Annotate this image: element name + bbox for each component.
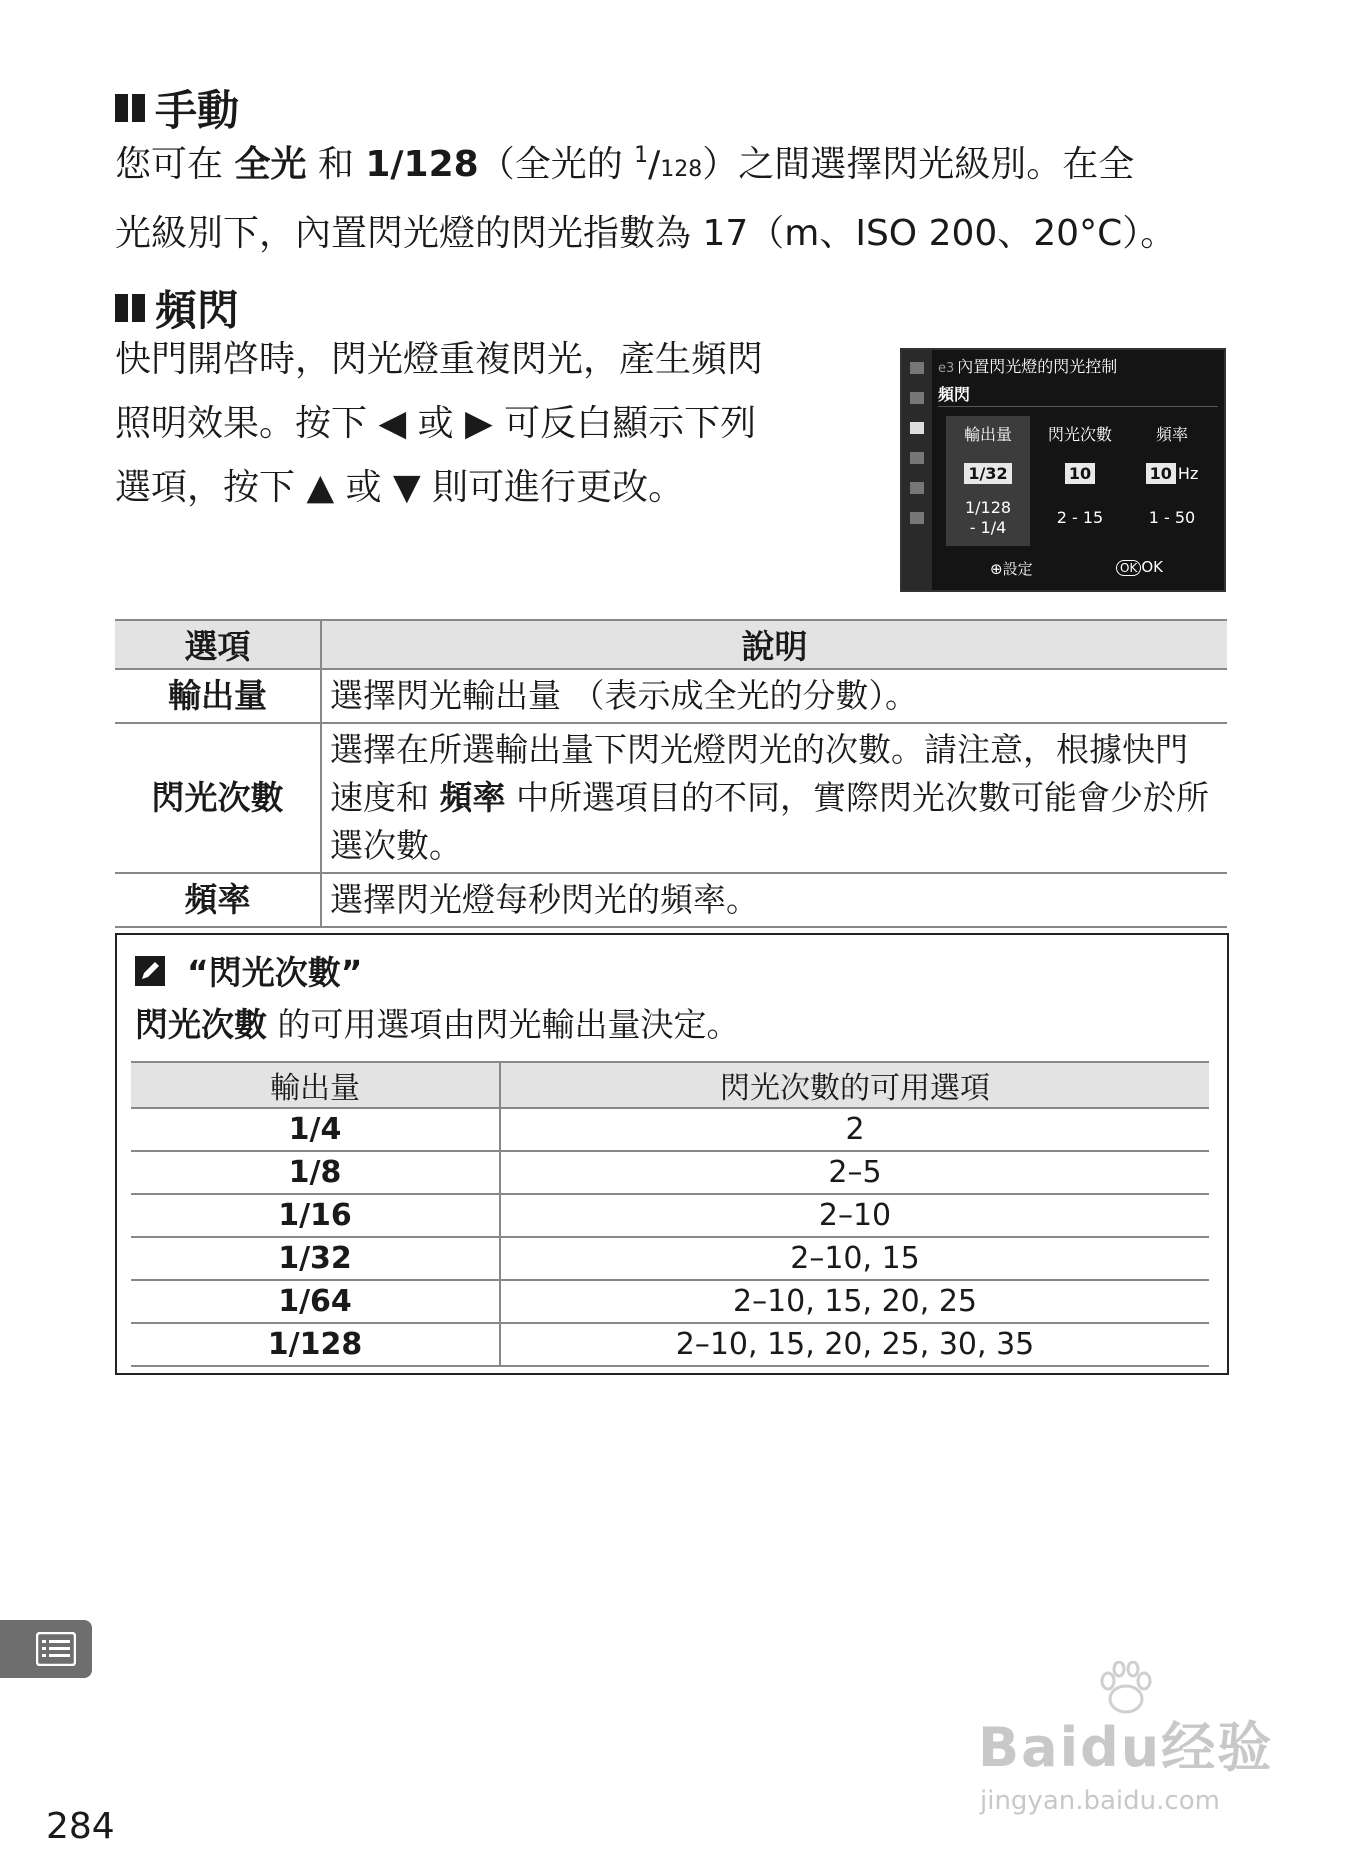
table-header-row [115, 620, 1227, 669]
available-times: 2–10, 15 [500, 1237, 1209, 1280]
text: 您可在 [115, 144, 235, 185]
lcd-column-times[interactable] [1038, 416, 1122, 546]
menu-sidebar [902, 350, 932, 590]
note-line [135, 997, 740, 1053]
available-times: 2–10, 15, 20, 25 [500, 1280, 1209, 1323]
table-row [131, 1280, 1209, 1323]
bold-text: 1/128 [365, 144, 479, 185]
repeat-line: 選項，按下 ▲ 或 ▼ 則可進行更改。 [115, 467, 685, 508]
page-number: 284 [46, 1806, 115, 1847]
table-row [131, 1151, 1209, 1194]
paw-logo-icon [1096, 1661, 1156, 1717]
column-header: 頻率 [1155, 425, 1188, 444]
option-name: 輸出量 [115, 669, 321, 723]
column-range: 1/128 - 1/4 [964, 498, 1012, 537]
text: 的可用選項由閃光輸出量決定。 [267, 1005, 740, 1044]
text: / [648, 144, 661, 185]
column-range: 1 - 50 [1148, 508, 1196, 527]
lcd-foot-set [990, 558, 1033, 579]
watermark-brand: Baidu经验 [978, 1716, 1274, 1779]
manual-line-2: 光級別下，內置閃光燈的閃光指數為 17（m、ISO 200、20°C）。 [115, 213, 1177, 254]
heading-marker-icon [115, 294, 128, 322]
table-row [131, 1323, 1209, 1366]
available-times: 2–5 [500, 1151, 1209, 1194]
option-description: 選擇閃光輸出量 （表示成全光的分數）。 [321, 669, 1227, 723]
available-times: 2 [500, 1108, 1209, 1151]
flash-count-table [131, 1061, 1209, 1367]
options-table [115, 619, 1227, 928]
table-row [115, 669, 1227, 723]
column-header: 閃光次數 [1047, 425, 1112, 444]
lcd-column-output[interactable] [946, 416, 1030, 546]
note-box [115, 933, 1229, 1375]
table-row [131, 1194, 1209, 1237]
heading-text: 手動 [155, 86, 240, 135]
output-level: 1/32 [131, 1237, 500, 1280]
heading-marker-icon [115, 94, 128, 122]
option-name: 頻率 [115, 873, 321, 927]
text: ）之間選擇閃光級別。在全 [702, 144, 1135, 185]
divider [938, 406, 1218, 407]
repeat-paragraph [115, 328, 763, 520]
column-value: 10 [1065, 463, 1095, 484]
heading-text: 頻閃 [155, 286, 240, 335]
repeat-line: 快門開啓時，閃光燈重複閃光，產生頻閃 [115, 339, 764, 380]
lcd-title-text: 內置閃光燈的閃光控制 [957, 357, 1118, 376]
section-tab [0, 1620, 92, 1678]
retouch-icon [910, 482, 924, 494]
subscript: 128 [660, 157, 703, 182]
column-value: 1/32 [964, 463, 1011, 484]
ok-button-icon: OK [1116, 560, 1141, 576]
column-range: 2 - 15 [1056, 508, 1104, 527]
available-times: 2–10, 15, 20, 25, 30, 35 [500, 1323, 1209, 1366]
output-level: 1/64 [131, 1280, 500, 1323]
camera-menu-screen [900, 348, 1226, 592]
playback-icon [910, 362, 924, 374]
recent-icon [910, 512, 924, 524]
option-name: 閃光次數 [115, 723, 321, 873]
output-level: 1/8 [131, 1151, 500, 1194]
menu-code: e3 [938, 361, 955, 376]
lcd-title [938, 354, 1117, 377]
table-row [131, 1108, 1209, 1151]
table-row [115, 873, 1227, 927]
watermark [978, 1705, 1273, 1816]
note-title [135, 947, 362, 994]
text: 和 [306, 144, 366, 185]
bold-text: 閃光次數 [135, 1005, 267, 1044]
bold-text: 頻率 [439, 778, 506, 817]
superscript: 1 [634, 143, 649, 168]
column-header: 說明 [321, 620, 1227, 669]
output-level: 1/16 [131, 1194, 500, 1237]
table-row [131, 1237, 1209, 1280]
column-header: 輸出量 [963, 425, 1012, 444]
heading-marker-icon [132, 294, 145, 322]
foot-label: OK [1141, 558, 1163, 576]
note-title-text: “閃光次數” [187, 953, 363, 992]
table-row [115, 723, 1227, 873]
option-description [321, 723, 1227, 873]
column-header: 選項 [115, 620, 321, 669]
text: 選擇在所選輸出量下閃光燈閃光的次數。請注意，根據快門速度和 [330, 730, 1188, 817]
lcd-column-frequency[interactable] [1130, 416, 1214, 546]
available-times: 2–10 [500, 1194, 1209, 1237]
menu-list-icon [36, 1632, 76, 1666]
column-header: 閃光次數的可用選項 [500, 1062, 1209, 1108]
option-description: 選擇閃光燈每秒閃光的頻率。 [321, 873, 1227, 927]
manual-line-1 [115, 124, 1176, 202]
pencil-note-icon [135, 956, 165, 986]
table-header-row [131, 1062, 1209, 1108]
repeat-line: 照明效果。按下 ◀ 或 ▶ 可反白顯示下列 [115, 403, 757, 444]
foot-label: 設定 [1002, 560, 1033, 578]
lcd-foot-ok [1116, 558, 1163, 576]
lcd-subtitle: 頻閃 [938, 385, 971, 404]
bold-text: 全光 [234, 144, 307, 185]
camera-icon [910, 392, 924, 404]
column-value: 10 [1146, 463, 1176, 484]
text: （全光的 [478, 144, 635, 185]
text: 中所選項目的不同，實際閃光次數可能會少於所選次數。 [330, 778, 1209, 865]
column-unit: Hz [1177, 464, 1199, 483]
wrench-icon [910, 452, 924, 464]
multi-selector-icon: ⊕ [990, 560, 1003, 578]
heading-marker-icon [132, 94, 145, 122]
output-level: 1/4 [131, 1108, 500, 1151]
manual-paragraph [115, 124, 1176, 266]
output-level: 1/128 [131, 1323, 500, 1366]
column-header: 輸出量 [131, 1062, 500, 1108]
pencil-icon [910, 422, 924, 434]
watermark-url: jingyan.baidu.com [980, 1786, 1220, 1816]
